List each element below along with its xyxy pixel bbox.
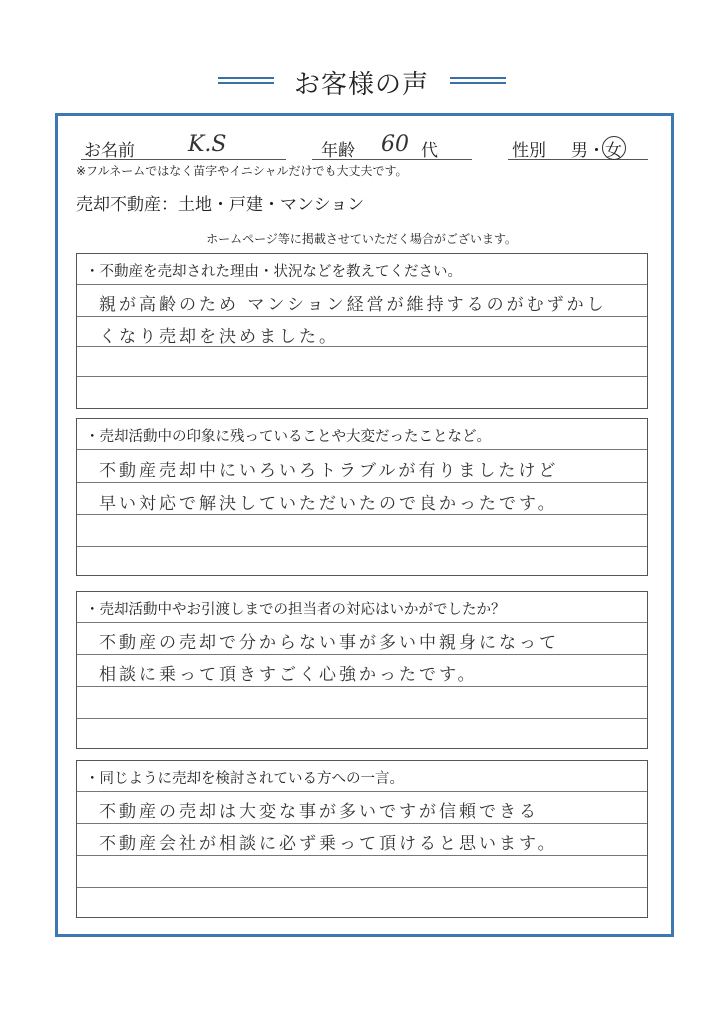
answer-line: くなり売却を決めました。: [99, 327, 339, 347]
sex-underline: [508, 159, 648, 160]
rule-line: [77, 654, 647, 655]
rule-line: [77, 887, 647, 888]
title-rule-right: [450, 77, 506, 84]
publish-note: ホームページ等に掲載させていただく場合がございます。: [206, 232, 517, 246]
section-message: [76, 760, 648, 918]
sale-type: 売却不動産：土地・戸建・マンション: [76, 195, 365, 215]
section-question: ・同じように売却を検討されている方への一言。: [85, 771, 404, 787]
name-note: ※フルネームではなく苗字やイニシャルだけでも大丈夫です。: [76, 164, 408, 178]
age-value: 60: [381, 132, 409, 157]
rule-line: [77, 622, 647, 623]
rule-line: [77, 514, 647, 515]
rule-line: [77, 449, 647, 450]
rule-line: [77, 316, 647, 317]
rule-line: [77, 376, 647, 377]
page-title: お客様の声: [293, 70, 429, 100]
section-reason: [76, 253, 648, 409]
age-suffix: 代: [421, 141, 438, 161]
sex-label: 性別: [512, 141, 546, 161]
rule-line: [77, 718, 647, 719]
section-question: ・売却活動中やお引渡しまでの担当者の対応はいかがでしたか？: [85, 602, 506, 618]
rule-line: [77, 686, 647, 687]
age-label: 年齢: [321, 141, 355, 161]
rule-line: [77, 855, 647, 856]
answer-line: 早い対応で解決していただいたので良かったです。: [99, 494, 558, 514]
section-question: ・売却活動中の印象に残っていることや大変だったことなど。: [85, 429, 491, 445]
rule-line: [77, 482, 647, 483]
selected-sex-circle: [602, 136, 626, 160]
answer-line: 相談に乗って頂きすごく心強かったです。: [99, 665, 478, 685]
name-value: K.S: [188, 132, 227, 157]
sex-options: 男・女: [571, 141, 622, 161]
name-underline: [81, 159, 286, 160]
header-row: [76, 134, 650, 162]
section-question: ・不動産を売却された理由・状況などを教えてください。: [85, 264, 462, 280]
answer-line: 不動産売却中にいろいろトラブルが有りましたけど: [99, 461, 559, 481]
answer-line: 不動産の売却は大変な事が多いですが信頼できる: [99, 802, 539, 822]
section-impression: [76, 418, 648, 576]
answer-line: 不動産会社が相談に必ず乗って頂けると思います。: [99, 834, 558, 854]
age-underline: [312, 159, 472, 160]
rule-line: [77, 284, 647, 285]
rule-line: [77, 791, 647, 792]
title-area: [0, 62, 723, 102]
answer-line: 親が高齢のため マンション経営が維持するのがむずかし: [99, 295, 607, 315]
rule-line: [77, 546, 647, 547]
answer-line: 不動産の売却で分からない事が多い中親身になって: [99, 633, 559, 653]
name-label: お名前: [84, 141, 135, 161]
rule-line: [77, 823, 647, 824]
section-staff: [76, 591, 648, 749]
